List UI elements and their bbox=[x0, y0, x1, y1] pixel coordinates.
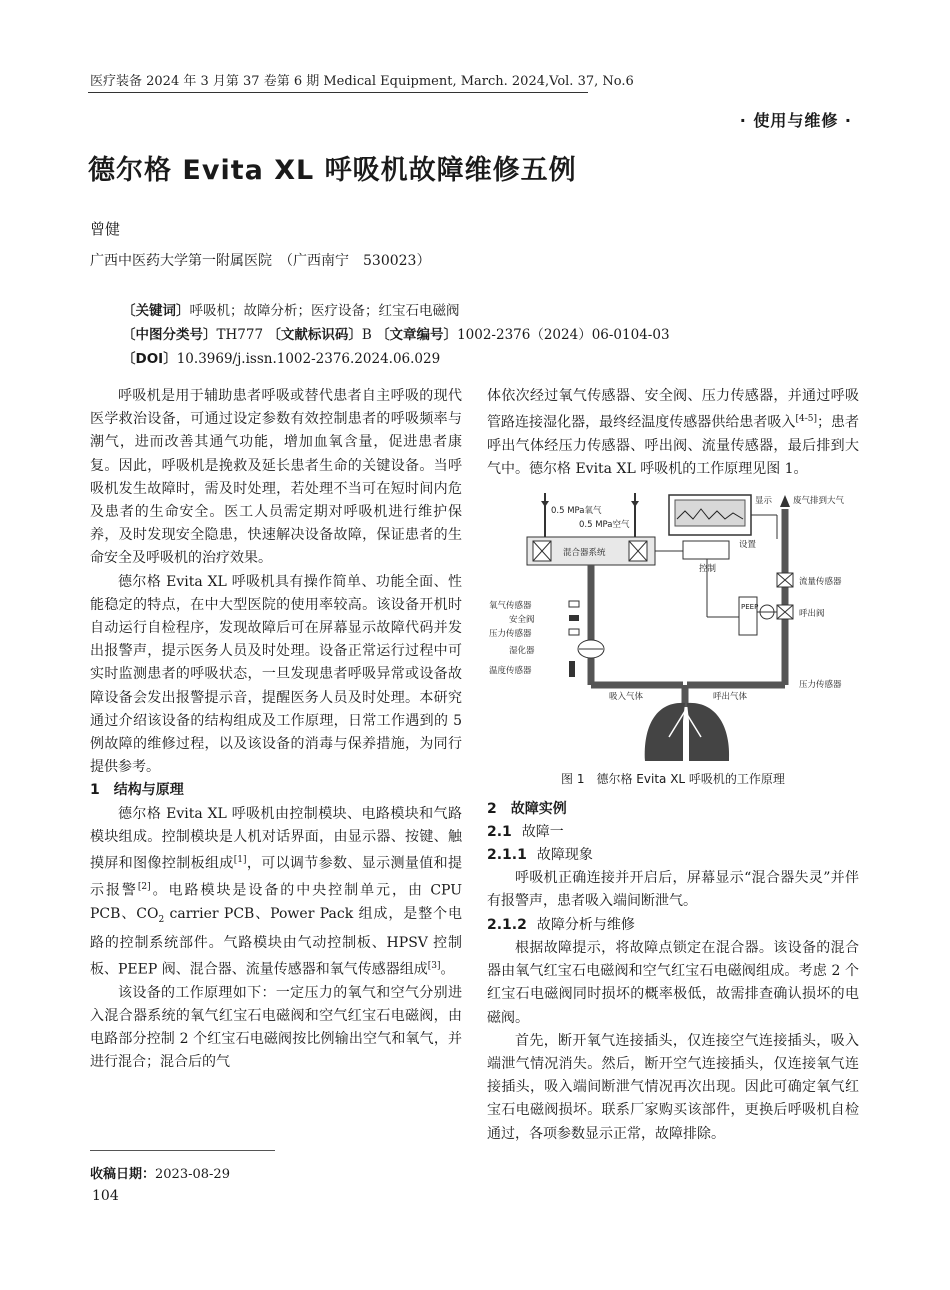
journal-header: 医疗装备 2024 年 3 月第 37 卷第 6 期 Medical Equipment, March. 2024,Vol. 37, No.6 bbox=[90, 74, 634, 89]
classification-line bbox=[122, 324, 670, 346]
ref-3[interactable]: [3] bbox=[427, 960, 441, 971]
section-2-1-1-paragraph: 呼吸机正确连接并开启后，屏幕显示“混合器失灵”并伴有报警声，患者吸入端间断泄气。 bbox=[487, 870, 859, 910]
left-column bbox=[90, 385, 462, 1075]
exp-valve-label: 呼出阀 bbox=[799, 609, 825, 620]
pressure-sensor-right-label: 压力传感器 bbox=[799, 680, 842, 691]
figure-1 bbox=[487, 489, 859, 764]
doi-label: 〔DOI〕 bbox=[122, 351, 177, 367]
ventilator-diagram bbox=[487, 489, 859, 764]
exhaust-arrow-icon bbox=[780, 495, 790, 507]
section-2-1-2-heading: 2.1.2 故障分析与维修 bbox=[487, 916, 635, 933]
doi: 10.3969/j.issn.1002-2376.2024.06.029 bbox=[176, 351, 441, 367]
safety-valve-icon bbox=[569, 615, 579, 621]
clc: TH777 bbox=[216, 327, 264, 343]
section-1-paragraph-3: 体依次经过氧气传感器、安全阀、压力传感器，并通过呼吸管路连接湿化器，最终经温度传感器供给患者吸入[4-5]；患者呼出气体经压力传感器、呼出阀、流量传感器，最后排到大气中。德尔格 Evita XL 呼吸机的工作原理见图 1。 bbox=[487, 388, 860, 478]
keywords-label: 〔关键词〕 bbox=[122, 303, 190, 319]
ref-2[interactable]: [2] bbox=[137, 881, 151, 892]
received-date: 收稿日期：2023-08-29 bbox=[90, 1167, 230, 1182]
keywords-line bbox=[122, 300, 460, 322]
humidifier-label: 湿化器 bbox=[509, 646, 535, 657]
doi-line bbox=[122, 348, 440, 370]
section-2-heading: 2 故障实例 bbox=[487, 800, 567, 817]
page-number: 104 bbox=[92, 1188, 119, 1204]
intro-paragraph-2: 德尔格 Evita XL 呼吸机具有操作简单、功能全面、性能稳定的特点，在中大型医院的使用率较高。该设备开机时自动运行自检程序，发现故障后可在屏幕显示故障代码并发出报警声，提示医务人员及时处理。设备正常运行过程中可实时监测患者的呼吸状态，一旦发现患者呼吸异常或设备故障设备会发出报警提示音，提醒医务人员及时处理。本研究通过介绍该设备的结构组成及工作原理，日常工作遇到的 5 例故障的维修过程，以及该设备的消毒与保养措施，为同行提供参考。 bbox=[90, 573, 462, 776]
air-inlet-label: 0.5 MPa空气 bbox=[579, 520, 630, 531]
section-tag: · 使用与维修 · bbox=[739, 111, 852, 130]
section-1-heading: 1 结构与原理 bbox=[90, 782, 184, 799]
section-2-1-heading: 2.1 故障一 bbox=[487, 823, 564, 840]
o2-inlet-arrow-icon bbox=[541, 501, 549, 507]
expiration-label: 呼出气体 bbox=[713, 692, 748, 703]
section-1-paragraph-2: 该设备的工作原理如下：一定压力的氧气和空气分别进入混合器系统的氧气红宝石电磁阀和空气红宝石电磁阀，由电路部分控制 2 个红宝石电磁阀按比例输出空气和氧气，并进行混合；混合后的气 bbox=[90, 984, 462, 1071]
temp-sensor-label: 温度传感器 bbox=[489, 666, 532, 677]
o2-sensor-icon bbox=[569, 601, 579, 607]
mixer-label: 混合器系统 bbox=[563, 548, 606, 559]
section-2-1-1-heading: 2.1.1 故障现象 bbox=[487, 847, 593, 864]
safety-valve-label: 安全阀 bbox=[509, 615, 535, 626]
intro-paragraph-1: 呼吸机是用于辅助患者呼吸或替代患者自主呼吸的现代医学救治设备，可通过设定参数有效控制患者的呼吸频率与潮气，进而改善其通气功能，增加血氧含量，促进患者康复。因此，呼吸机是挽救及延长患者生命的关键设备。当呼吸机发生故障时，需及时处理，若处理不当可在短时间内危及患者的生命安全。医工人员需定期对呼吸机进行维护保养，及时发现安全隐患，快速解决设备故障，保证患者的生命安全及呼吸机的治疗效果。 bbox=[90, 388, 462, 567]
pressure-sensor-icon bbox=[569, 629, 579, 635]
right-lung-icon bbox=[687, 703, 729, 761]
doccode-label: 〔文献标识码〕 bbox=[267, 327, 362, 343]
air-inlet-arrow-icon bbox=[631, 501, 639, 507]
section-1-paragraph-1: 德尔格 Evita XL 呼吸机由控制模块、电路模块和气路模块组成。控制模块是人机对话界面，由显示器、按键、触摸屏和图像控制板组成[1]，可以调节参数、显示测量值和提示报警[2]。电路模块是设备的中央控制单元，由 CPU PCB、$CO_2$ carrier PCB、Power Pack 组成，是整个电路的控制系统部件。气路模块由气动控制板、HPSV 控制板、PEEP 阀、混合器、流量传感器和氧气传感器组成[3]。 bbox=[90, 805, 463, 978]
right-column bbox=[487, 385, 859, 1146]
temp-sensor-icon bbox=[569, 661, 575, 677]
header-rule bbox=[88, 92, 588, 93]
author: 曾健 bbox=[90, 220, 121, 238]
o2-sensor-label: 氧气传感器 bbox=[489, 601, 532, 612]
figure-1-caption: 图 1 德尔格 Evita XL 呼吸机的工作原理 bbox=[561, 772, 785, 787]
keywords: 呼吸机；故障分析；医疗设备；红宝石电磁阀 bbox=[189, 303, 460, 319]
control-label: 控制 bbox=[699, 564, 717, 575]
peep-label: PEEP bbox=[741, 603, 759, 612]
articleno-label: 〔文章编号〕 bbox=[376, 327, 458, 343]
settings-label: 设置 bbox=[739, 540, 757, 551]
left-lung-icon bbox=[645, 703, 685, 761]
ref-1[interactable]: [1] bbox=[233, 855, 247, 866]
section-2-1-2-paragraph-2: 首先，断开氧气连接插头，仅连接空气连接插头，吸入端泄气情况消失。然后，断开空气连接插头，仅连接氧气连接插头，吸入端间断泄气情况再次出现。因此可确定氧气红宝石电磁阀损坏。联系厂家购买该部件，更换后呼吸机自检通过，各项参数显示正常，故障排除。 bbox=[487, 1032, 859, 1142]
o2-inlet-label: 0.5 MPa氧气 bbox=[551, 506, 602, 517]
section-2-1-2-paragraph-1: 根据故障提示，将故障点锁定在混合器。该设备的混合器由氧气红宝石电磁阀和空气红宝石电磁阀组成。考虑 2 个红宝石电磁阀同时损坏的概率极低，故需排查确认损坏的电磁阀。 bbox=[487, 939, 859, 1026]
ref-4-5[interactable]: [4-5] bbox=[795, 414, 817, 425]
display-label: 显示 bbox=[755, 496, 773, 507]
affiliation: 广西中医药大学第一附属医院 （广西南宁 530023） bbox=[90, 253, 431, 269]
clc-label: 〔中图分类号〕 bbox=[122, 327, 217, 343]
flow-sensor-label: 流量传感器 bbox=[799, 577, 842, 588]
footnote-rule bbox=[90, 1150, 275, 1151]
control-board-icon bbox=[683, 541, 729, 559]
articleno: 1002-2376（2024）06-0104-03 bbox=[457, 327, 670, 343]
article-title: 德尔格 Evita XL 呼吸机故障维修五例 bbox=[88, 155, 577, 186]
exhaust-label: 废气排到大气 bbox=[793, 496, 845, 507]
pressure-sensor-left-label: 压力传感器 bbox=[489, 629, 532, 640]
doccode: B bbox=[361, 327, 372, 343]
inspiration-label: 吸入气体 bbox=[609, 692, 644, 703]
